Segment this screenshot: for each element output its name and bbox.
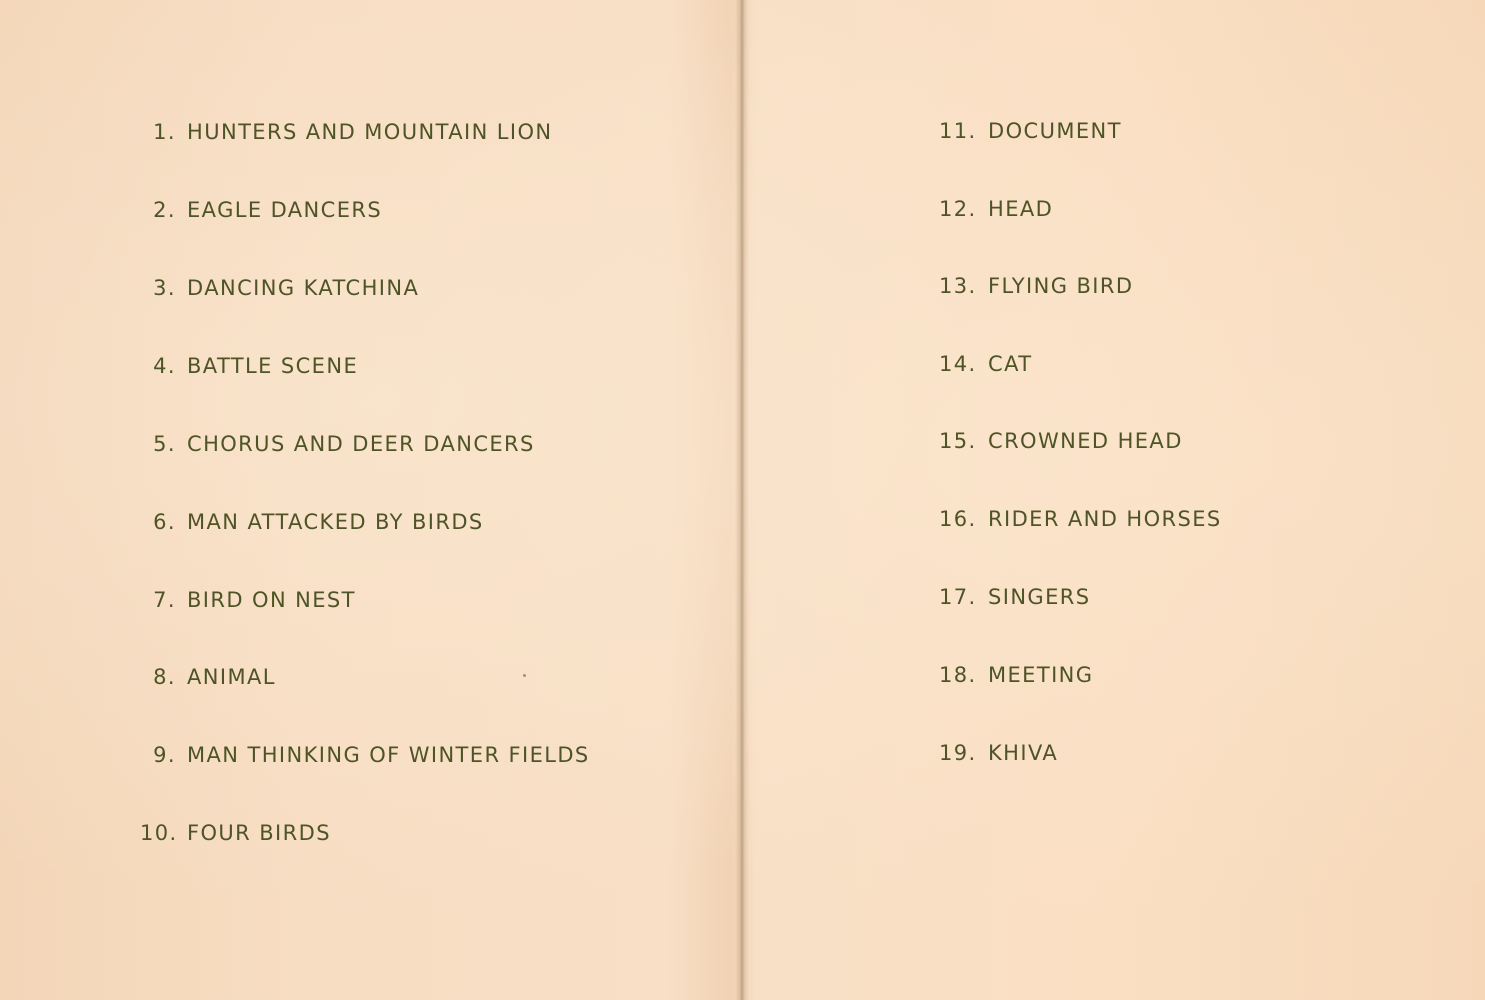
item-title: BIRD ON NEST (187, 588, 356, 612)
item-title: HEAD (988, 197, 1054, 221)
item-title: KHIVA (988, 741, 1059, 765)
item-number: 1. (153, 120, 176, 144)
item-title: CROWNED HEAD (988, 429, 1183, 453)
item-title: DOCUMENT (988, 119, 1122, 143)
item-title: FOUR BIRDS (187, 821, 331, 845)
item-number: 6. (153, 510, 176, 534)
center-fold (735, 0, 749, 1000)
item-title: MAN ATTACKED BY BIRDS (187, 510, 484, 534)
item-number: 13. (939, 274, 977, 298)
item-title: CHORUS AND DEER DANCERS (187, 432, 535, 456)
paper-speck (523, 674, 526, 677)
item-number: 19. (939, 741, 977, 765)
item-title: CAT (988, 352, 1033, 376)
item-title: DANCING KATCHINA (187, 276, 420, 300)
item-number: 9. (153, 743, 176, 767)
item-number: 18. (939, 663, 977, 687)
item-title: SINGERS (988, 585, 1091, 609)
item-title: HUNTERS AND MOUNTAIN LION (187, 120, 553, 144)
item-number: 5. (153, 432, 176, 456)
item-title: ANIMAL (187, 665, 276, 689)
item-number: 16. (939, 507, 977, 531)
item-title: MAN THINKING OF WINTER FIELDS (187, 743, 590, 767)
item-number: 7. (153, 588, 176, 612)
item-number: 11. (939, 119, 977, 143)
right-page (749, 0, 1485, 1000)
item-number: 2. (153, 198, 176, 222)
item-number: 14. (939, 352, 977, 376)
item-number: 4. (153, 354, 176, 378)
item-number: 10. (140, 821, 178, 845)
item-number: 8. (153, 665, 176, 689)
item-title: RIDER AND HORSES (988, 507, 1222, 531)
item-title: BATTLE SCENE (187, 354, 359, 378)
item-number: 15. (939, 429, 977, 453)
item-number: 12. (939, 197, 977, 221)
item-number: 17. (939, 585, 977, 609)
item-title: FLYING BIRD (988, 274, 1134, 298)
left-page (0, 0, 737, 1000)
item-title: EAGLE DANCERS (187, 198, 383, 222)
item-title: MEETING (988, 663, 1094, 687)
item-number: 3. (153, 276, 176, 300)
